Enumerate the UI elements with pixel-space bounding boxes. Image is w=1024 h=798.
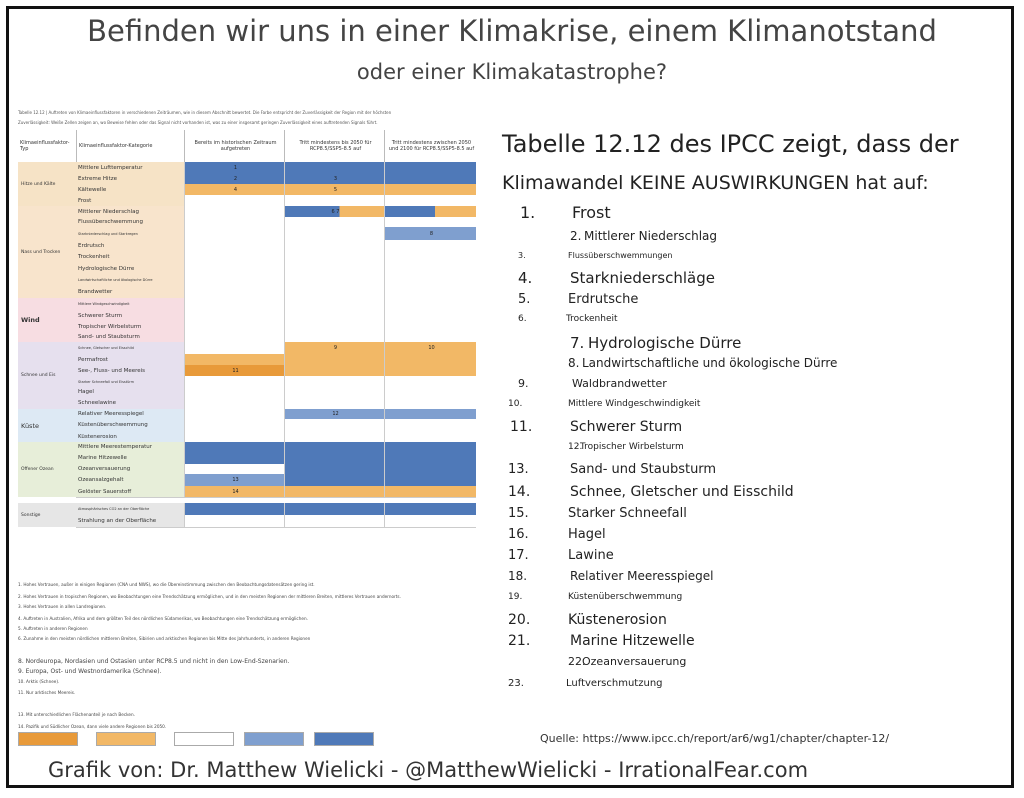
table-cell [284,195,384,206]
impact-list-number: 2. [570,229,582,243]
table-row-label: Küstenüberschwemmung [76,419,184,431]
table-note: 9. Europa, Ost- und Westnordamerika (Schnee). [18,668,162,675]
table-note: 5. Auftreten in anderen Regionen [18,626,88,631]
table-cell [184,285,284,298]
impact-list-number: 1. [520,203,536,222]
impact-list-label: Küstenüberschwemmung [568,592,683,602]
impact-list-label: Tropischer Wirbelsturm [580,442,684,452]
table-row-label: Mittlere Lufttemperatur [76,162,184,173]
table-note: 3. Hohes Vertrauen in allen Landregionen. [18,604,107,609]
impact-list-label: Hagel [568,527,606,542]
impact-list-label: Luftverschmutzung [566,678,663,689]
table-header-cell: Tritt mindestens bis 2050 für RCP8.5/SSP5-8.5 auf [284,130,384,162]
table-cell [184,322,284,332]
table-legend-swatch [96,732,156,746]
table-cell [284,431,384,442]
table-cell [184,442,284,452]
table-cell [384,397,476,409]
table-row-label: Gelöster Sauerstoff [76,486,184,497]
table-row-label: Hagel [76,387,184,397]
table-note: 10. Arktis (Schnee). [18,679,60,684]
impact-list-number: 17. [508,548,529,563]
table-group-label: Sonstige [18,503,76,527]
table-legend-swatch [174,732,234,746]
table-header-cell: Bereits im historischen Zeitraum aufgetreten [184,130,284,162]
table-legend-swatch [18,732,78,746]
impact-list-number: 11. [510,419,533,435]
table-cell [184,217,284,227]
table-cell [384,452,476,464]
table-group-label: Schnee und Eis [18,342,76,409]
table-row-label: Schwerer Sturm [76,309,184,322]
table-row-label: Schneelawine [76,397,184,409]
ipcc-table-12-12 [14,104,482,754]
table-cell [384,184,476,195]
table-cell [384,515,476,527]
table-cell [284,474,384,486]
table-cell [284,285,384,298]
table-row [76,309,476,323]
impact-list-label: Trockenheit [566,314,618,324]
table-row-label: Mittlere Windgeschwindigkeit [76,298,184,309]
table-row [76,227,476,241]
table-row-label: Permafrost [76,354,184,365]
impact-list-label: Relativer Meeresspiegel [570,569,714,583]
main-title: Befinden wir uns in einer Klimakrise, einem Klimanotstand [87,14,937,48]
table-cell: 4 [184,184,284,195]
impact-list-label: Frost [572,203,611,222]
table-row-label: Starker Schneefall und Eisstürm [76,376,184,387]
table-cell [284,298,384,309]
table-row-label: Hydrologische Dürre [76,262,184,275]
table-cell [384,442,476,452]
table-row-label: Landwirtschaftliche und ökologische Dürre [76,275,184,285]
table-row-label: Trockenheit [76,252,184,262]
table-cell [284,365,384,376]
table-cell [384,503,476,515]
table-cell [384,365,476,376]
impact-list-label: Starker Schneefall [568,506,687,521]
heading-line-1: Tabelle 12.12 des IPCC zeigt, dass der [502,130,959,158]
table-cell [384,409,476,419]
table-row-label: Tropischer Wirbelsturm [76,322,184,332]
impact-list-number: 12. [568,442,583,452]
table-cell: 1 [184,162,284,173]
table-group-label: Hitze und Kälte [18,162,76,206]
table-cell [384,252,476,262]
impact-list-label: Schwerer Sturm [570,419,683,435]
table-cell: 3 [284,173,384,184]
table-cell [284,387,384,397]
table-cell [384,464,476,474]
table-cell [184,376,284,387]
table-cell: 9 [284,342,384,354]
table-cell [284,309,384,322]
table-cell [284,486,384,497]
table-row-label: Erdrutsch [76,240,184,252]
table-cell: 13 [184,474,284,486]
impact-list-label: Erdrutsche [568,292,639,307]
table-cell [284,515,384,527]
impact-list-number: 23. [508,678,524,689]
footer-credit: Grafik von: Dr. Matthew Wielicki - @MatthewWielicki - IrrationalFear.com [48,758,809,782]
impact-list-number: 19. [508,592,523,602]
table-cell [184,206,284,217]
table-cell: 11 [184,365,284,376]
table-row-label: Kältewelle [76,184,184,195]
table-row-label: Extreme Hitze [76,173,184,184]
table-cell [384,376,476,387]
table-row-label: Mittlerer Niederschlag [76,206,184,217]
impact-list-number: 8. [568,356,580,370]
table-cell [384,217,476,227]
table-row-label: Flussüberschwemmung [76,217,184,227]
table-caption-1: Tabelle 12.12 | Auftreten von Klimaeinflussfaktoren in verschiedenen Zeiträumen, wie in diesem Abschnitt bewertet. Die Farbe entspricht der Zuverlässigkeit der Region mit der höchsten [18,110,392,115]
table-note: 14. Pazifik und Südlicher Ozean, dann viele andere Regionen bis 2050. [18,724,167,729]
table-row-label: Ozeansalzgehalt [76,474,184,486]
table-cell [384,275,476,285]
table-cell [184,262,284,275]
table-legend-swatch [244,732,304,746]
table-cell [184,515,284,527]
table-cell [284,217,384,227]
table-row-label: Frost [76,195,184,206]
table-cell [284,240,384,252]
table-cell [384,262,476,275]
table-cell [384,195,476,206]
impact-list-number: 3. [518,251,526,260]
table-cell [184,252,284,262]
impact-list-number: 6. [518,314,527,324]
impact-list-label: Marine Hitzewelle [570,633,695,649]
impact-list-label: Hydrologische Dürre [588,334,742,352]
table-cell [284,442,384,452]
table-group-label: Küste [18,409,76,442]
table-cell [384,285,476,298]
impact-list-label: Schnee, Gletscher und Eisschild [570,484,794,500]
impact-list-label: Lawine [568,548,614,563]
table-note: 1. Hohes Vertrauen, außer in einigen Regionen (CNA und NWS), wo die Übereinstimmung zwischen den Beobachtungsdatensätzen gering ist. [18,582,315,587]
table-header-cell: Klimaeinflussfaktor-Kategorie [76,130,184,162]
table-row [76,262,476,276]
table-caption-2: Zuverlässigkeit: Weiße Zellen zeigen an, wo Beweise fehlen oder das Signal nicht vorhanden ist, was zu einer insgesamt geringen Zuverlässigkeit eines auftretenden Signals führt. [18,120,378,125]
impact-list-number: 18. [508,569,528,583]
table-header-cell: Tritt mindestens zwischen 2050 und 2100 für RCP8.5/SSP5-8.5 auf [384,130,476,162]
table-note: 6. Zunahme in den meisten nördlichen mittleren Breiten, Sibirien und arktischen Regionen bis Mitte des Jahrhunderts, in anderen Regionen [18,636,311,641]
table-row-label: Relativer Meeresspiegel [76,409,184,419]
impact-list-number: 21. [508,633,531,649]
table-row [76,515,476,528]
table-cell [384,474,476,486]
table-cell [184,419,284,431]
table-cell: 8 [384,227,476,240]
table-cell [184,503,284,515]
impact-list-label: Mittlerer Niederschlag [584,229,718,243]
table-cell [384,206,476,217]
impact-list-number: 13. [508,462,529,477]
table-cell [284,503,384,515]
table-cell [284,262,384,275]
table-row [76,285,476,299]
table-cell: 2 [184,173,284,184]
table-cell [284,227,384,240]
table-row-label: Ozeanversauerung [76,464,184,474]
table-row-label: Brandwetter [76,285,184,298]
table-row-label: Atmosphärisches CO2 an der Oberfläche [76,503,184,515]
table-cell [184,431,284,442]
impact-list-label: Ozeanversauerung [582,655,687,668]
table-row-label: Sand- und Staubsturm [76,332,184,342]
table-cell [184,464,284,474]
table-cell [184,409,284,419]
table-cell [184,227,284,240]
table-cell [284,464,384,474]
impact-list-label: Starkniederschläge [570,269,715,287]
impact-list-number: 20. [508,612,531,628]
impact-list-number: 16. [508,527,529,542]
table-row-label: Küstenerosion [76,431,184,442]
impact-list-number: 4. [518,269,533,287]
main-subtitle: oder einer Klimakatastrophe? [356,60,668,84]
table-cell [284,452,384,464]
table-row-label: See-, Fluss- und Meereis [76,365,184,376]
impact-list-number: 9. [518,377,529,390]
table-legend-swatch [314,732,374,746]
table-cell: 5 [284,184,384,195]
impact-list-label: Waldbrandwetter [572,377,667,390]
table-note: 13. Mit unterschiedlichen Flächenanteil je nach Becken. [18,712,135,717]
table-row-label: Schnee, Gletscher und Eisschild [76,342,184,354]
table-group-label: Offener Ozean [18,442,76,497]
table-header-cell: Klimaeinflussfaktor-Typ [20,140,70,152]
impact-list-number: 22. [568,655,586,668]
impact-list-number: 5. [518,292,531,307]
table-cell [184,298,284,309]
impact-list-number: 14. [508,484,531,500]
table-row-label: Mittlere Meerestemperatur [76,442,184,452]
table-cell [184,240,284,252]
table-cell [384,322,476,332]
heading-line-2: Klimawandel KEINE AUSWIRKUNGEN hat auf: [502,172,929,194]
table-cell [284,376,384,387]
table-cell [384,240,476,252]
impact-list-number: 10. [508,399,523,409]
table-cell [284,275,384,285]
table-group-label: Nass und Trocken [18,206,76,298]
impact-list-number: 7. [570,334,585,352]
table-cell [384,486,476,497]
table-cell [384,419,476,431]
table-header-row [18,130,476,163]
table-row-label: Strahlung an der Oberfläche [76,515,184,527]
impact-list-label: Küstenerosion [568,612,667,628]
table-cell [184,195,284,206]
table-group-label: Wind [18,298,76,342]
source-link[interactable]: Quelle: https://www.ipcc.ch/report/ar6/wg1/chapter/chapter-12/ [540,732,890,745]
table-cell [384,387,476,397]
table-cell [184,387,284,397]
impact-list-label: Mittlere Windgeschwindigkeit [568,399,701,409]
impact-list-label: Sand- und Staubsturm [570,462,717,477]
table-cell: 12 [284,409,384,419]
table-cell [184,397,284,409]
table-cell [184,342,284,354]
table-cell [384,431,476,442]
table-cell [384,332,476,342]
table-note: 4. Auftreten in Australien, Afrika und dem größten Teil des nördlichen Südamerikas, wo Beobachtungen eine Trendschätzung ermöglichen. [18,616,308,621]
table-cell [184,332,284,342]
table-cell [384,309,476,322]
table-cell [284,162,384,173]
table-cell: 14 [184,486,284,497]
table-row [76,486,476,498]
table-cell [284,354,384,365]
table-note: 8. Nordeuropa, Nordasien und Ostasien unter RCP8.5 und nicht in den Low-End-Szenarien. [18,658,290,665]
table-cell [384,354,476,365]
table-cell [184,275,284,285]
impact-list-label: Landwirtschaftliche und ökologische Dürre [582,356,838,370]
table-cell [184,452,284,464]
table-cell: 10 [384,342,476,354]
impact-list-label: Flussüberschwemmungen [568,251,673,260]
table-cell: 6 7 [284,206,384,217]
table-cell [284,322,384,332]
table-cell [184,354,284,365]
table-cell [284,252,384,262]
table-cell [284,332,384,342]
table-note: 11. Nur arktisches Meereis. [18,690,76,695]
table-cell [384,162,476,173]
table-cell [384,298,476,309]
impact-list-number: 15. [508,506,529,521]
table-row-label: Starkniederschlag und Starkregen [76,227,184,240]
table-cell [284,419,384,431]
table-row-label: Marine Hitzewelle [76,452,184,464]
table-cell [284,397,384,409]
table-note: 2. Hohes Vertrauen in tropischen Regionen, wo Beobachtungen eine Trendschätzung ermöglichen, und in den meisten Regionen der mittleren Breiten, mittleres Vertrauen andernorts. [18,594,401,599]
table-cell [184,309,284,322]
table-cell [384,173,476,184]
